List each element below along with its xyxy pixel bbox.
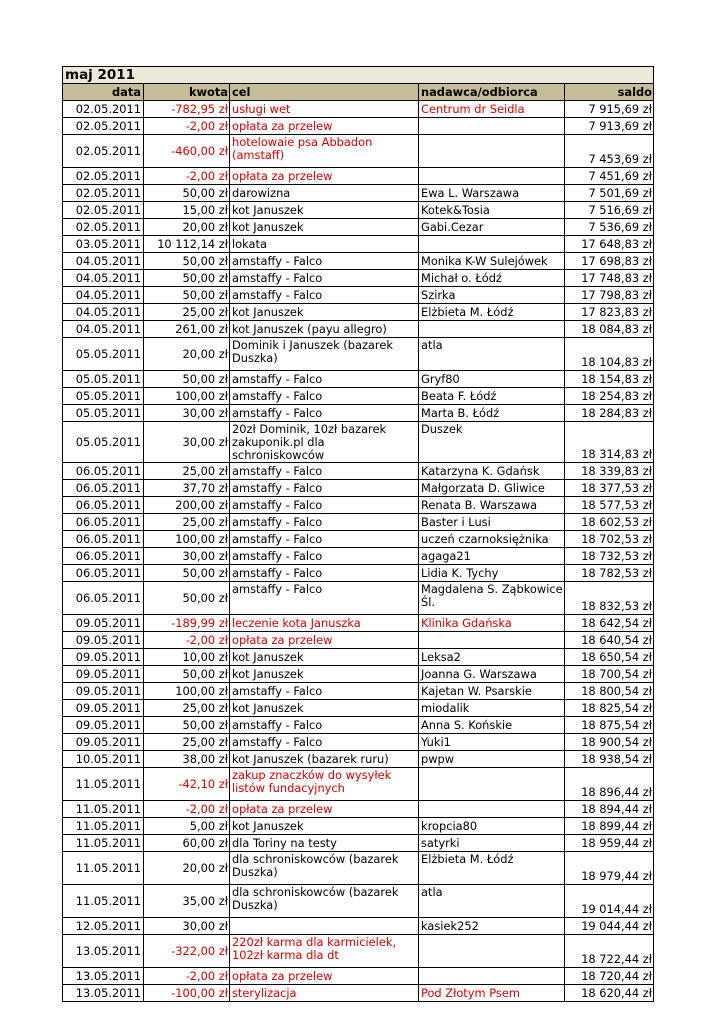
table-row [63,683,653,700]
table-row [63,615,653,632]
cell-purpose: amstaffy - Falco [229,287,418,303]
cell-date: 09.05.2011 [75,650,141,664]
cell-purpose: kot Januszek [229,202,418,218]
cell-balance: 18 377,53 zł [564,480,653,496]
cell-amount: -322,00 zł [143,935,229,967]
cell-balance: 18 284,83 zł [564,405,653,421]
cell-balance: 18 732,53 zł [564,548,653,564]
cell-date: 04.05.2011 [75,271,141,285]
table-row [63,497,653,514]
cell-balance: 18 700,54 zł [564,666,653,682]
cell-purpose: opłata za przelew [229,632,418,648]
cell-date: 12.05.2011 [75,919,141,933]
cell-counterparty: Gryf80 [418,371,564,387]
cell-counterparty: Beata F. Łódź [418,388,564,404]
cell-purpose: dla schroniskowców (bazarek Duszka) [229,885,418,917]
cell-date: 09.05.2011 [75,667,141,681]
table-row [63,632,653,649]
table-row [63,371,653,388]
cell-amount: 10 112,14 zł [143,236,229,252]
cell-amount: -2,00 zł [143,632,229,648]
cell-amount: 25,00 zł [143,304,229,320]
cell-date: 06.05.2011 [75,464,141,478]
cell-balance: 18 720,44 zł [564,968,653,984]
table-row [63,338,653,371]
cell-purpose: amstaffy - Falco [229,463,418,479]
cell-amount: 100,00 zł [143,531,229,547]
cell-purpose: kot Januszek [229,219,418,235]
cell-balance: 17 798,83 zł [564,287,653,303]
cell-counterparty: atla [418,885,564,917]
table-row [63,531,653,548]
cell-date: 06.05.2011 [75,515,141,529]
table-row [63,548,653,565]
cell-purpose: amstaffy - Falco [229,734,418,750]
cell-purpose [229,918,418,934]
cell-balance: 18 620,44 zł [564,985,653,1001]
cell-purpose: amstaffy - Falco [229,683,418,699]
cell-date: 09.05.2011 [75,718,141,732]
cell-date: 02.05.2011 [75,220,141,234]
cell-amount: -100,00 zł [143,985,229,1001]
table-row [63,818,653,835]
cell-purpose: amstaffy - Falco [229,548,418,564]
cell-counterparty: Monika K-W Sulejówek [418,253,564,269]
cell-amount: 50,00 zł [143,253,229,269]
cell-purpose: kot Januszek [229,649,418,665]
cell-balance: 18 602,53 zł [564,514,653,530]
cell-counterparty [418,135,564,167]
table-row [63,582,653,615]
table-row [63,700,653,717]
cell-date: 04.05.2011 [75,288,141,302]
table-row [63,253,653,270]
cell-balance: 18 896,44 zł [564,768,653,800]
cell-amount: 5,00 zł [143,818,229,834]
cell-counterparty: Małgorzata D. Gliwice [418,480,564,496]
table-row [63,135,653,168]
cell-balance: 18 959,44 zł [564,835,653,851]
table-row [63,422,653,463]
cell-counterparty [418,935,564,967]
cell-balance: 17 748,83 zł [564,270,653,286]
cell-counterparty: Lidia K. Tychy [418,565,564,581]
cell-purpose: amstaffy - Falco [229,388,418,404]
cell-date: 11.05.2011 [75,836,141,850]
cell-purpose: kot Januszek [229,818,418,834]
cell-counterparty: Magdalena S. Ząbkowice Śl. [418,582,564,614]
cell-amount: -189,99 zł [143,615,229,631]
cell-balance: 7 516,69 zł [564,202,653,218]
cell-balance: 7 451,69 zł [564,168,653,184]
table-row [63,101,653,118]
cell-amount: 20,00 zł [143,338,229,370]
cell-date: 13.05.2011 [75,969,141,983]
cell-purpose: opłata za przelew [229,118,418,134]
cell-purpose: amstaffy - Falco [229,371,418,387]
cell-amount: 200,00 zł [143,497,229,513]
cell-amount: -782,95 zł [143,101,229,117]
cell-date: 05.05.2011 [75,435,141,449]
cell-purpose: kot Januszek [229,700,418,716]
cell-amount: 30,00 zł [143,918,229,934]
cell-counterparty: Duszek [418,422,564,462]
cell-amount: 15,00 zł [143,202,229,218]
cell-amount: 25,00 zł [143,514,229,530]
table-row [63,270,653,287]
cell-counterparty: Michał o. Łódź [418,270,564,286]
cell-counterparty: kasiek252 [418,918,564,934]
table-row [63,768,653,801]
cell-amount: -42,10 zł [143,768,229,800]
cell-balance: 18 084,83 zł [564,321,653,337]
table-row [63,202,653,219]
table-row [63,717,653,734]
cell-balance: 18 314,83 zł [564,422,653,462]
cell-amount: 25,00 zł [143,463,229,479]
cell-counterparty: Klinika Gdańska [418,615,564,631]
cell-purpose: hotelowaie psa Abbadon (amstaff) [229,135,418,167]
cell-date: 06.05.2011 [75,532,141,546]
cell-date: 11.05.2011 [75,819,141,833]
table-row [63,666,653,683]
cell-purpose: amstaffy - Falco [229,497,418,513]
cell-purpose: kot Januszek (payu allegro) [229,321,418,337]
cell-counterparty: Gabi.Cezar [418,219,564,235]
cell-amount: -2,00 zł [143,168,229,184]
cell-counterparty: Katarzyna K. Gdańsk [418,463,564,479]
ledger-table [62,66,654,1002]
cell-amount: 35,00 zł [143,885,229,917]
cell-purpose: sterylizacja [229,985,418,1001]
cell-amount: 30,00 zł [143,422,229,462]
table-row [63,480,653,497]
cell-purpose: amstaffy - Falco [229,582,418,614]
cell-balance: 17 823,83 zł [564,304,653,320]
cell-date: 03.05.2011 [75,237,141,251]
table-row [63,935,653,968]
cell-date: 09.05.2011 [75,735,141,749]
cell-balance: 17 648,83 zł [564,236,653,252]
cell-date: 05.05.2011 [75,347,141,361]
cell-purpose: opłata za przelew [229,968,418,984]
table-row [63,885,653,918]
cell-counterparty: Marta B. Łódź [418,405,564,421]
cell-purpose: amstaffy - Falco [229,514,418,530]
cell-date: 11.05.2011 [75,894,141,908]
table-row [63,514,653,531]
table-row [63,388,653,405]
cell-date: 05.05.2011 [75,406,141,420]
cell-date: 04.05.2011 [75,305,141,319]
cell-counterparty [418,236,564,252]
cell-purpose: amstaffy - Falco [229,405,418,421]
cell-counterparty: Yuki1 [418,734,564,750]
cell-date: 09.05.2011 [75,684,141,698]
table-row [63,287,653,304]
cell-amount: 100,00 zł [143,388,229,404]
cell-balance: 18 938,54 zł [564,751,653,767]
cell-counterparty: uczeń czarnoksiężnika [418,531,564,547]
header-nadawca: nadawca/odbiorca [418,84,564,100]
table-row [63,835,653,852]
cell-amount: 38,00 zł [143,751,229,767]
cell-counterparty: Renata B. Warszawa [418,497,564,513]
cell-counterparty [418,118,564,134]
cell-balance: 18 800,54 zł [564,683,653,699]
table-row [63,852,653,885]
cell-balance: 17 698,83 zł [564,253,653,269]
cell-counterparty: miodalik [418,700,564,716]
cell-date: 06.05.2011 [75,481,141,495]
cell-date: 02.05.2011 [75,119,141,133]
cell-balance: 18 640,54 zł [564,632,653,648]
cell-counterparty: kropcia80 [418,818,564,834]
cell-amount: 60,00 zł [143,835,229,851]
cell-purpose: 220zł karma dla karmicielek, 102zł karma dla dt [229,935,418,967]
cell-amount: 50,00 zł [143,565,229,581]
cell-date: 02.05.2011 [75,186,141,200]
cell-counterparty: Ewa L. Warszawa [418,185,564,201]
cell-balance: 18 900,54 zł [564,734,653,750]
table-row [63,968,653,985]
cell-counterparty: Leksa2 [418,649,564,665]
cell-balance: 18 642,54 zł [564,615,653,631]
table-row [63,565,653,582]
cell-counterparty: atla [418,338,564,370]
cell-amount: 37,70 zł [143,480,229,496]
table-row [63,236,653,253]
header-row [63,84,653,101]
cell-balance: 19 014,44 zł [564,885,653,917]
cell-purpose: dla schroniskowców (bazarek Duszka) [229,852,418,884]
cell-counterparty: Baster i Lusi [418,514,564,530]
cell-purpose: 20zł Dominik, 10zł bazarek zakuponik.pl dla schroniskowców [229,422,418,462]
cell-balance: 18 339,83 zł [564,463,653,479]
table-row [63,185,653,202]
cell-balance: 18 702,53 zł [564,531,653,547]
cell-purpose: amstaffy - Falco [229,480,418,496]
cell-purpose: lokata [229,236,418,252]
cell-amount: 20,00 zł [143,219,229,235]
cell-date: 06.05.2011 [75,549,141,563]
cell-date: 05.05.2011 [75,372,141,386]
cell-counterparty: satyrki [418,835,564,851]
cell-balance: 18 875,54 zł [564,717,653,733]
cell-amount: 50,00 zł [143,582,229,614]
cell-counterparty: Kajetan W. Psarskie [418,683,564,699]
cell-amount: 30,00 zł [143,548,229,564]
cell-balance: 7 536,69 zł [564,219,653,235]
cell-purpose: kot Januszek [229,666,418,682]
cell-amount: -460,00 zł [143,135,229,167]
table-row [63,734,653,751]
cell-counterparty: Elżbieta M. Łódź [418,852,564,884]
cell-counterparty: Anna S. Końskie [418,717,564,733]
cell-date: 02.05.2011 [75,102,141,116]
cell-date: 09.05.2011 [75,701,141,715]
cell-counterparty [418,168,564,184]
cell-date: 10.05.2011 [75,752,141,766]
cell-date: 11.05.2011 [75,861,141,875]
cell-amount: 50,00 zł [143,666,229,682]
cell-date: 06.05.2011 [75,566,141,580]
cell-date: 13.05.2011 [75,944,141,958]
cell-amount: -2,00 zł [143,968,229,984]
cell-amount: 10,00 zł [143,649,229,665]
cell-balance: 18 577,53 zł [564,497,653,513]
cell-balance: 18 832,53 zł [564,582,653,614]
cell-amount: 25,00 zł [143,700,229,716]
table-row [63,168,653,185]
header-saldo: saldo [564,84,653,100]
cell-purpose: kot Januszek (bazarek ruru) [229,751,418,767]
cell-counterparty: Kotek&Tosia [418,202,564,218]
table-row [63,304,653,321]
cell-purpose: kot Januszek [229,304,418,320]
cell-date: 02.05.2011 [75,144,141,158]
cell-counterparty: Szirka [418,287,564,303]
table-row [63,985,653,1002]
cell-date: 02.05.2011 [75,169,141,183]
cell-balance: 18 104,83 zł [564,338,653,370]
cell-counterparty [418,768,564,800]
table-body [63,101,653,1002]
table-row [63,321,653,338]
month-title: maj 2011 [63,67,653,84]
table-row [63,219,653,236]
cell-date: 02.05.2011 [75,203,141,217]
header-data: data [112,85,141,99]
cell-purpose: dla Toriny na testy [229,835,418,851]
cell-date: 11.05.2011 [75,777,141,791]
cell-balance: 18 154,83 zł [564,371,653,387]
cell-purpose: amstaffy - Falco [229,531,418,547]
table-row [63,918,653,935]
cell-purpose: Dominik i Januszek (bazarek Duszka) [229,338,418,370]
cell-amount: 100,00 zł [143,683,229,699]
cell-purpose: amstaffy - Falco [229,253,418,269]
cell-balance: 19 044,44 zł [564,918,653,934]
header-kwota: kwota [143,84,229,100]
cell-balance: 18 650,54 zł [564,649,653,665]
cell-counterparty [418,321,564,337]
cell-balance: 7 501,69 zł [564,185,653,201]
cell-amount: -2,00 zł [143,118,229,134]
cell-date: 04.05.2011 [75,322,141,336]
cell-purpose: usługi wet [229,101,418,117]
cell-balance: 18 254,83 zł [564,388,653,404]
cell-purpose: leczenie kota Januszka [229,615,418,631]
cell-amount: 50,00 zł [143,287,229,303]
cell-purpose: zakup znaczków do wysyłek listów fundacyjnych [229,768,418,800]
cell-purpose: opłata za przelew [229,168,418,184]
cell-amount: 50,00 zł [143,717,229,733]
cell-date: 09.05.2011 [75,633,141,647]
cell-amount: -2,00 zł [143,801,229,817]
cell-counterparty: Centrum dr Seidla [418,101,564,117]
cell-counterparty: Elżbieta M. Łódź [418,304,564,320]
cell-amount: 20,00 zł [143,852,229,884]
cell-counterparty [418,632,564,648]
cell-counterparty: agaga21 [418,548,564,564]
cell-amount: 50,00 zł [143,270,229,286]
cell-amount: 50,00 zł [143,371,229,387]
cell-counterparty: pwpw [418,751,564,767]
table-row [63,649,653,666]
cell-date: 13.05.2011 [75,986,141,1000]
cell-counterparty: Pod Złotym Psem [418,985,564,1001]
table-row [63,463,653,480]
cell-purpose: amstaffy - Falco [229,717,418,733]
cell-amount: 261,00 zł [143,321,229,337]
cell-balance: 7 915,69 zł [564,101,653,117]
cell-date: 04.05.2011 [75,254,141,268]
header-cel: cel [229,84,418,100]
cell-date: 06.05.2011 [75,498,141,512]
cell-purpose: opłata za przelew [229,801,418,817]
cell-counterparty: Joanna G. Warszawa [418,666,564,682]
cell-date: 05.05.2011 [75,389,141,403]
cell-counterparty [418,968,564,984]
cell-purpose: amstaffy - Falco [229,270,418,286]
cell-balance: 18 899,44 zł [564,818,653,834]
cell-amount: 25,00 zł [143,734,229,750]
cell-balance: 18 825,54 zł [564,700,653,716]
cell-balance: 7 453,69 zł [564,135,653,167]
cell-balance: 18 894,44 zł [564,801,653,817]
cell-balance: 18 722,44 zł [564,935,653,967]
cell-counterparty [418,801,564,817]
cell-date: 06.05.2011 [75,591,141,605]
cell-balance: 7 913,69 zł [564,118,653,134]
table-row [63,405,653,422]
cell-purpose: darowizna [229,185,418,201]
table-row [63,118,653,135]
cell-amount: 50,00 zł [143,185,229,201]
cell-balance: 18 782,53 zł [564,565,653,581]
cell-purpose: amstaffy - Falco [229,565,418,581]
cell-amount: 30,00 zł [143,405,229,421]
table-row [63,751,653,768]
cell-date: 11.05.2011 [75,802,141,816]
table-row [63,801,653,818]
cell-date: 09.05.2011 [75,616,141,630]
cell-balance: 18 979,44 zł [564,852,653,884]
